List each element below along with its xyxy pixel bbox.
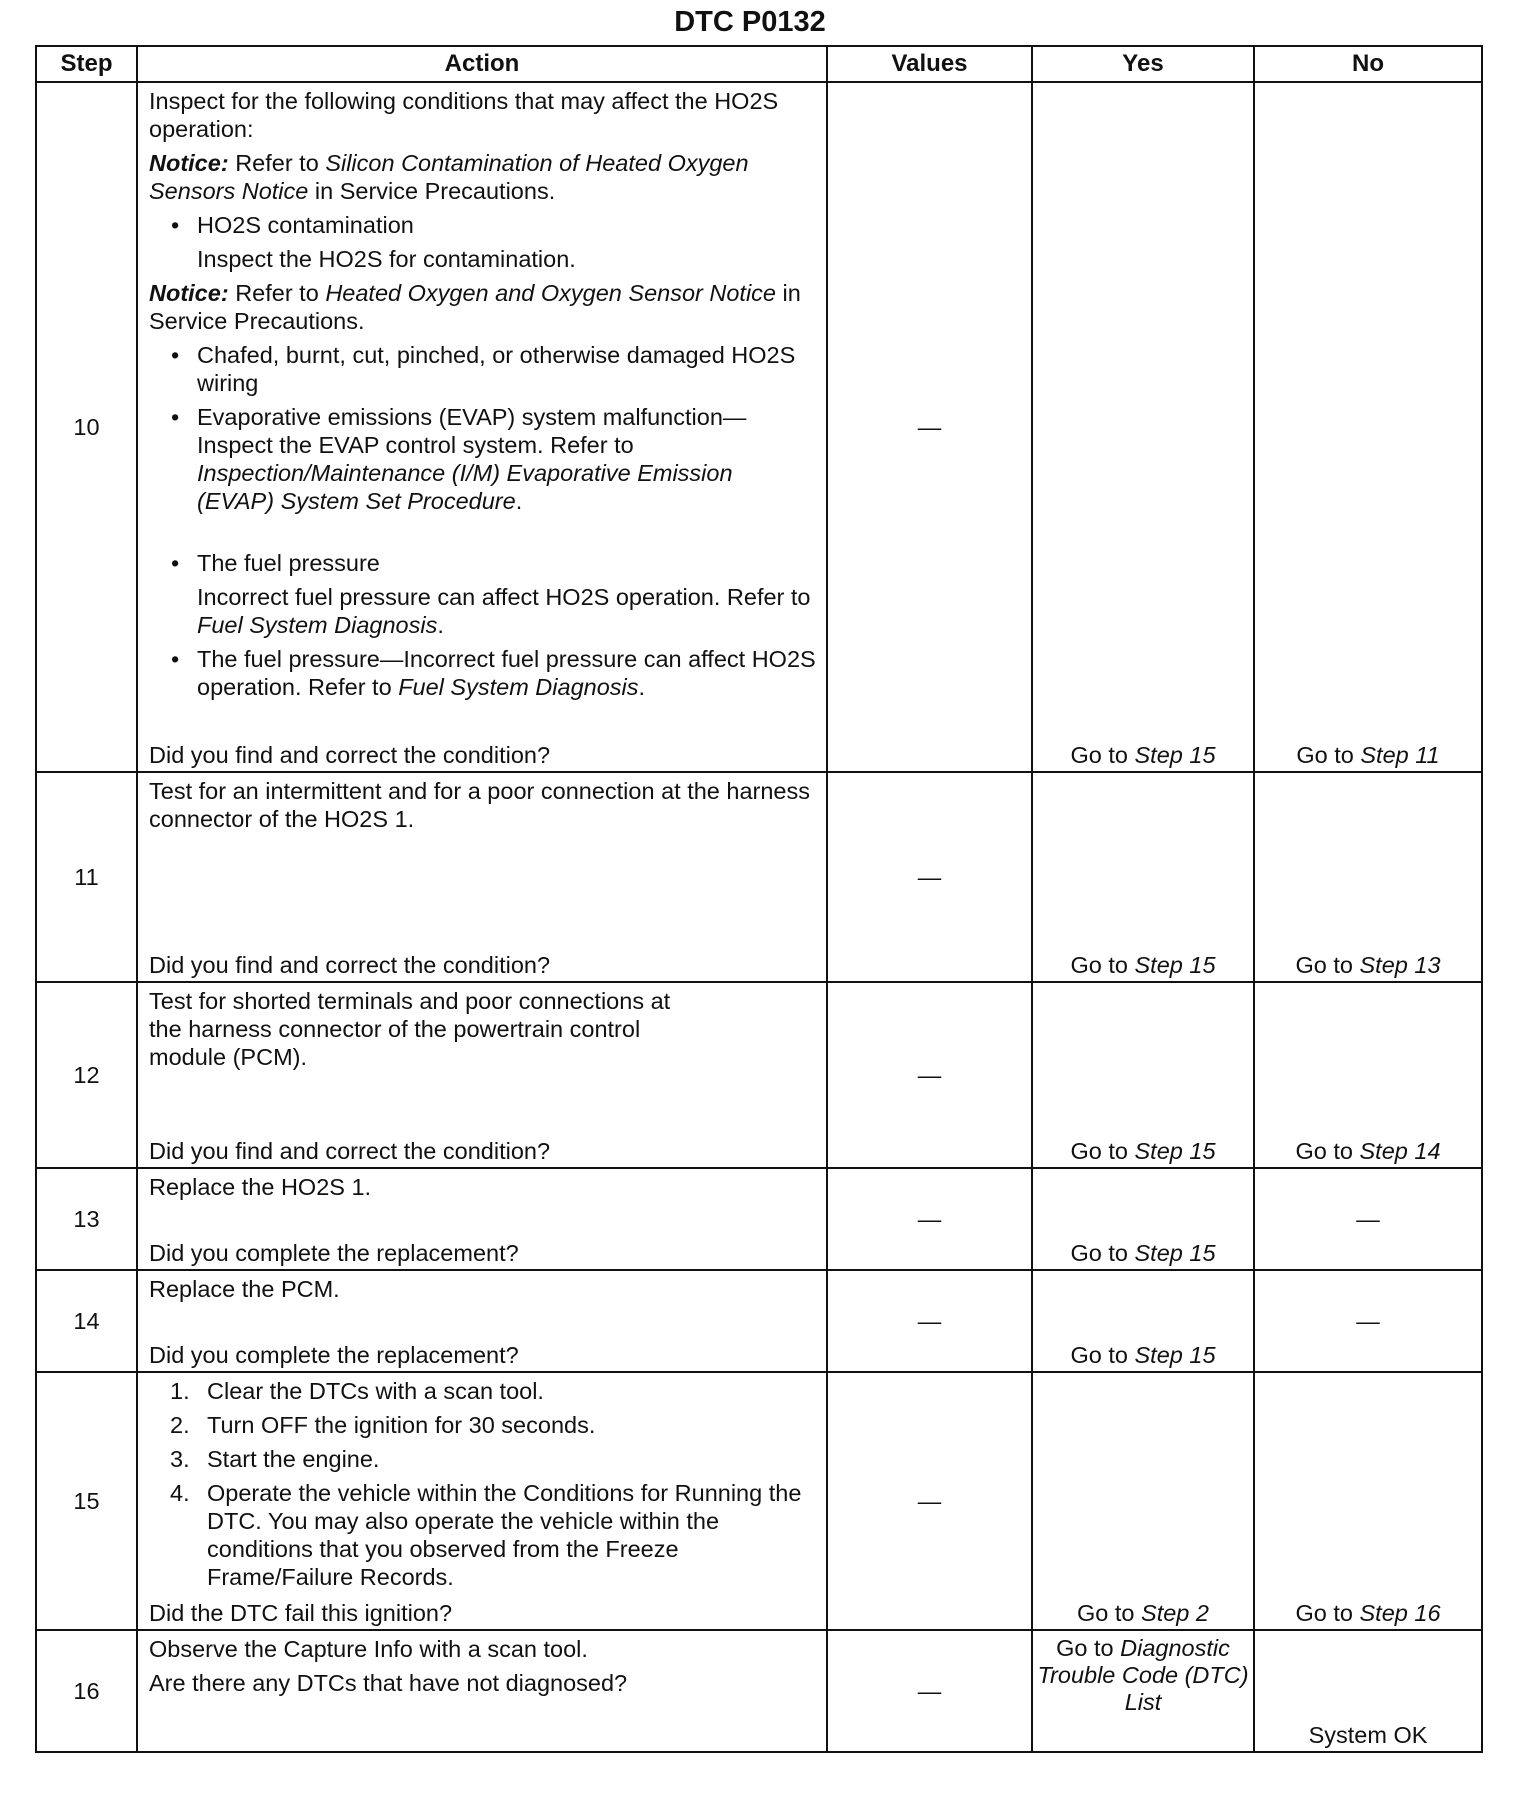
goto-step-link[interactable]: Step 15 — [1134, 742, 1216, 768]
list-item: • Chafed, burnt, cut, pinched, or otherwise damaged HO2S wiring — [171, 342, 796, 396]
action-text: Test for an intermittent and for a poor connection at the harness connector of the HO2S 1. — [149, 778, 810, 832]
list-item: 2. Turn OFF the ignition for 30 seconds. — [170, 1412, 596, 1438]
step-number: 11 — [36, 772, 137, 982]
list-item-detail: Incorrect fuel pressure can affect HO2S operation. Refer to Fuel System Diagnosis. — [197, 584, 811, 638]
document-title: DTC P0132 — [674, 6, 826, 38]
no-cell: Go to Step 14 — [1254, 982, 1482, 1168]
goto-step-link[interactable]: Step 2 — [1141, 1600, 1209, 1626]
action-cell — [137, 982, 827, 1168]
table-row-step-10 — [36, 82, 1482, 772]
table-row-step-13 — [36, 1168, 1482, 1270]
list-item: • Evaporative emissions (EVAP) system malfunction—Inspect the EVAP control system. Refer to Inspection/Maintenance (I/M) Evaporative Emission (EVAP) System Set Procedure. — [171, 404, 747, 514]
step-number: 15 — [36, 1372, 137, 1630]
action-question: Did you complete the replacement? — [149, 1240, 519, 1266]
action-cell — [137, 1372, 827, 1630]
action-cell — [137, 1168, 827, 1270]
action-text: Test for shorted terminals and poor connections at the harness connector of the powertrain control module (PCM). — [149, 988, 671, 1070]
goto-step-link[interactable]: Step 15 — [1134, 1342, 1216, 1368]
yes-cell: Go to Step 2 — [1032, 1372, 1254, 1630]
action-question: Did you find and correct the condition? — [149, 1138, 551, 1164]
action-text: Replace the HO2S 1. — [149, 1174, 372, 1200]
action-text: Replace the PCM. — [149, 1276, 340, 1302]
goto-step-link[interactable]: Step 16 — [1359, 1600, 1441, 1626]
action-question: Are there any DTCs that have not diagnosed? — [149, 1670, 628, 1696]
table-row-step-14 — [36, 1270, 1482, 1372]
list-item: • The fuel pressure—Incorrect fuel pressure can affect HO2S operation. Refer to Fuel System Diagnosis. — [171, 646, 816, 700]
header-step: Step — [36, 46, 137, 82]
notice-1: Notice: Refer to Silicon Contamination of Heated Oxygen Sensors Notice in Service Precautions. — [149, 150, 749, 204]
no-cell: — — [1254, 1168, 1482, 1270]
values-cell: — — [827, 1168, 1032, 1270]
notice-label: Notice: — [149, 150, 229, 176]
action-cell — [137, 772, 827, 982]
yes-cell: Go to Diagnostic Trouble Code (DTC) List — [1032, 1630, 1254, 1752]
values-cell: — — [827, 1270, 1032, 1372]
action-question: Did you complete the replacement? — [149, 1342, 519, 1368]
yes-cell: Go to Step 15 — [1032, 1270, 1254, 1372]
list-item: 3. Start the engine. — [170, 1446, 380, 1472]
goto-step-link[interactable]: Step 15 — [1134, 1240, 1216, 1266]
diagnostic-table — [35, 45, 1483, 1753]
action-question: Did you find and correct the condition? — [149, 742, 551, 768]
list-item: 4. Operate the vehicle within the Conditions for Running the DTC. You may also operate the vehicle within the conditions that you observed from the Freeze Frame/Failure Records. — [170, 1480, 802, 1590]
table-row-step-16 — [36, 1630, 1482, 1752]
table-row-step-12 — [36, 982, 1482, 1168]
values-cell: — — [827, 1372, 1032, 1630]
list-item-detail: Inspect the HO2S for contamination. — [197, 246, 576, 272]
step-number: 10 — [36, 82, 137, 772]
goto-step-link[interactable]: Step 14 — [1359, 1138, 1441, 1164]
notice-reference: Silicon Contamination of Heated Oxygen Sensors Notice — [149, 150, 749, 204]
no-cell: Go to Step 11 — [1254, 82, 1482, 772]
table-row-step-11 — [36, 772, 1482, 982]
step-number: 14 — [36, 1270, 137, 1372]
header-action: Action — [137, 46, 827, 82]
action-cell — [137, 1630, 827, 1752]
no-cell: System OK — [1254, 1630, 1482, 1752]
table-row-step-15 — [36, 1372, 1482, 1630]
notice-label: Notice: — [149, 280, 229, 306]
goto-step-link[interactable]: Step 15 — [1134, 952, 1216, 978]
goto-step-link[interactable]: Step 11 — [1360, 742, 1440, 768]
action-cell — [137, 1270, 827, 1372]
action-question: Did you find and correct the condition? — [149, 952, 551, 978]
goto-step-link[interactable]: Step 13 — [1359, 952, 1441, 978]
procedure-reference: Inspection/Maintenance (I/M) Evaporative Emission (EVAP) System Set Procedure — [197, 460, 733, 514]
list-item: • HO2S contamination — [171, 212, 414, 238]
list-item: 1. Clear the DTCs with a scan tool. — [170, 1378, 544, 1404]
notice-2: Notice: Refer to Heated Oxygen and Oxygen Sensor Notice in Service Precautions. — [149, 280, 801, 334]
yes-cell: Go to Step 15 — [1032, 772, 1254, 982]
yes-cell: Go to Step 15 — [1032, 1168, 1254, 1270]
header-values: Values — [827, 46, 1032, 82]
list-item: • The fuel pressure — [171, 550, 380, 576]
action-cell — [137, 82, 827, 772]
step-number: 12 — [36, 982, 137, 1168]
goto-dtc-list-link[interactable]: Diagnostic Trouble Code (DTC) List — [1037, 1635, 1249, 1715]
no-cell: Go to Step 16 — [1254, 1372, 1482, 1630]
yes-cell: Go to Step 15 — [1032, 82, 1254, 772]
values-cell: — — [827, 772, 1032, 982]
values-cell: — — [827, 1630, 1032, 1752]
procedure-reference: Fuel System Diagnosis — [398, 674, 639, 700]
values-cell: — — [827, 982, 1032, 1168]
step-number: 13 — [36, 1168, 137, 1270]
values-cell: — — [827, 82, 1032, 772]
action-question: Did the DTC fail this ignition? — [149, 1600, 453, 1626]
action-text: Observe the Capture Info with a scan tool. — [149, 1636, 588, 1662]
yes-cell: Go to Step 15 — [1032, 982, 1254, 1168]
goto-step-link[interactable]: Step 15 — [1134, 1138, 1216, 1164]
step-number: 16 — [36, 1630, 137, 1752]
notice-reference: Heated Oxygen and Oxygen Sensor Notice — [325, 280, 776, 306]
procedure-reference: Fuel System Diagnosis — [197, 612, 438, 638]
header-no: No — [1254, 46, 1482, 82]
action-intro: Inspect for the following conditions that may affect the HO2S operation: — [149, 88, 779, 142]
no-cell: — — [1254, 1270, 1482, 1372]
table-header-row — [36, 46, 1482, 82]
no-cell: Go to Step 13 — [1254, 772, 1482, 982]
header-yes: Yes — [1032, 46, 1254, 82]
